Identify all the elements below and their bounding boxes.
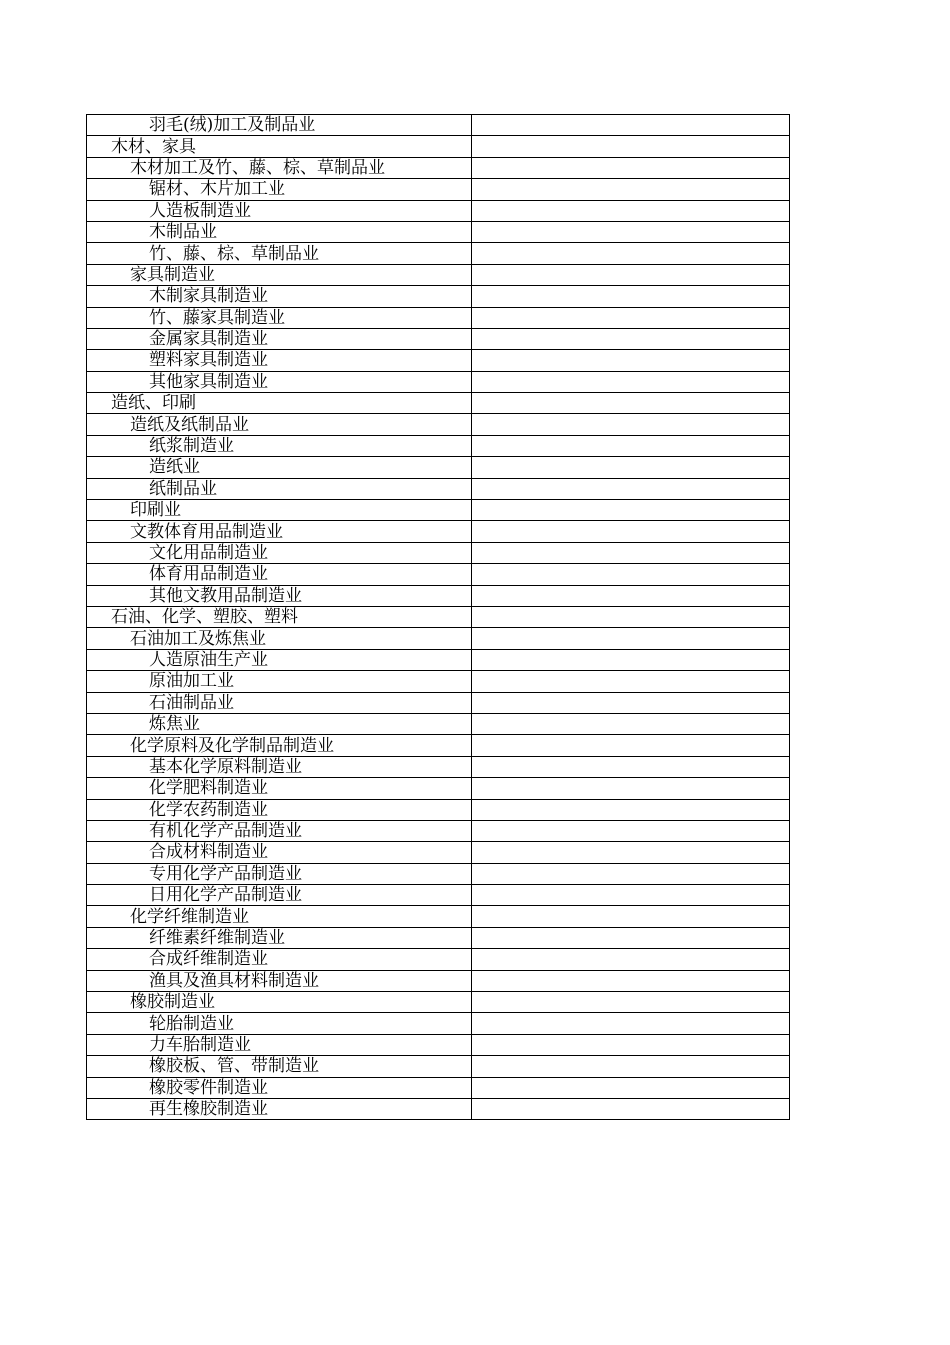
value-cell[interactable] bbox=[472, 564, 790, 585]
table-row bbox=[87, 136, 790, 157]
industry-label-cell[interactable]: 轮胎制造业 bbox=[87, 1013, 472, 1034]
industry-table-body bbox=[87, 115, 790, 1120]
table-row bbox=[87, 863, 790, 884]
value-cell[interactable] bbox=[472, 628, 790, 649]
table-row bbox=[87, 906, 790, 927]
industry-label-cell[interactable]: 基本化学原料制造业 bbox=[87, 756, 472, 777]
value-cell[interactable] bbox=[472, 756, 790, 777]
table-row bbox=[87, 457, 790, 478]
value-cell[interactable] bbox=[472, 820, 790, 841]
table-row bbox=[87, 371, 790, 392]
industry-label-cell[interactable]: 纸制品业 bbox=[87, 478, 472, 499]
value-cell[interactable] bbox=[472, 457, 790, 478]
value-cell[interactable] bbox=[472, 842, 790, 863]
table-row bbox=[87, 157, 790, 178]
table-row bbox=[87, 1077, 790, 1098]
table-row bbox=[87, 414, 790, 435]
value-cell[interactable] bbox=[472, 414, 790, 435]
value-cell[interactable] bbox=[472, 393, 790, 414]
table-row bbox=[87, 115, 790, 136]
value-cell[interactable] bbox=[472, 115, 790, 136]
industry-label-cell[interactable]: 人造原油生产业 bbox=[87, 649, 472, 670]
industry-label-cell[interactable]: 纤维素纤维制造业 bbox=[87, 927, 472, 948]
industry-label-cell[interactable]: 纸浆制造业 bbox=[87, 435, 472, 456]
industry-label-cell[interactable]: 人造板制造业 bbox=[87, 200, 472, 221]
industry-label-cell[interactable]: 塑料家具制造业 bbox=[87, 350, 472, 371]
value-cell[interactable] bbox=[472, 500, 790, 521]
value-cell[interactable] bbox=[472, 863, 790, 884]
value-cell[interactable] bbox=[472, 671, 790, 692]
table-row bbox=[87, 671, 790, 692]
value-cell[interactable] bbox=[472, 927, 790, 948]
table-row bbox=[87, 778, 790, 799]
industry-label-cell[interactable]: 锯材、木片加工业 bbox=[87, 179, 472, 200]
industry-label-cell[interactable]: 竹、藤、棕、草制品业 bbox=[87, 243, 472, 264]
value-cell[interactable] bbox=[472, 542, 790, 563]
table-row bbox=[87, 179, 790, 200]
industry-label-cell[interactable]: 石油、化学、塑胶、塑料 bbox=[87, 606, 472, 627]
value-cell[interactable] bbox=[472, 307, 790, 328]
industry-label-cell[interactable]: 合成纤维制造业 bbox=[87, 949, 472, 970]
table-row bbox=[87, 756, 790, 777]
industry-label-cell[interactable]: 文教体育用品制造业 bbox=[87, 521, 472, 542]
table-row bbox=[87, 350, 790, 371]
value-cell[interactable] bbox=[472, 713, 790, 734]
value-cell[interactable] bbox=[472, 778, 790, 799]
value-cell[interactable] bbox=[472, 606, 790, 627]
table-row bbox=[87, 649, 790, 670]
industry-label-cell[interactable]: 金属家具制造业 bbox=[87, 328, 472, 349]
table-row bbox=[87, 585, 790, 606]
table-row bbox=[87, 500, 790, 521]
value-cell[interactable] bbox=[472, 521, 790, 542]
table-row bbox=[87, 820, 790, 841]
value-cell[interactable] bbox=[472, 885, 790, 906]
value-cell[interactable] bbox=[472, 692, 790, 713]
value-cell[interactable] bbox=[472, 243, 790, 264]
table-row bbox=[87, 307, 790, 328]
industry-label-cell[interactable]: 有机化学产品制造业 bbox=[87, 820, 472, 841]
value-cell[interactable] bbox=[472, 200, 790, 221]
table-row bbox=[87, 478, 790, 499]
industry-table bbox=[86, 114, 790, 1120]
table-row bbox=[87, 628, 790, 649]
table-row bbox=[87, 200, 790, 221]
value-cell[interactable] bbox=[472, 136, 790, 157]
industry-label-cell[interactable]: 家具制造业 bbox=[87, 264, 472, 285]
industry-label-cell[interactable]: 力车胎制造业 bbox=[87, 1034, 472, 1055]
industry-label-cell[interactable]: 渔具及渔具材料制造业 bbox=[87, 970, 472, 991]
value-cell[interactable] bbox=[472, 799, 790, 820]
value-cell[interactable] bbox=[472, 735, 790, 756]
value-cell[interactable] bbox=[472, 328, 790, 349]
value-cell[interactable] bbox=[472, 949, 790, 970]
table-row bbox=[87, 328, 790, 349]
industry-label-cell[interactable]: 造纸、印刷 bbox=[87, 393, 472, 414]
industry-label-cell[interactable]: 炼焦业 bbox=[87, 713, 472, 734]
industry-label-cell[interactable]: 日用化学产品制造业 bbox=[87, 885, 472, 906]
table-row bbox=[87, 842, 790, 863]
table-row bbox=[87, 221, 790, 242]
table-row bbox=[87, 992, 790, 1013]
industry-label-cell[interactable]: 木材、家具 bbox=[87, 136, 472, 157]
value-cell[interactable] bbox=[472, 992, 790, 1013]
industry-label-cell[interactable]: 化学纤维制造业 bbox=[87, 906, 472, 927]
value-cell[interactable] bbox=[472, 264, 790, 285]
table-row bbox=[87, 521, 790, 542]
table-row bbox=[87, 243, 790, 264]
table-row bbox=[87, 885, 790, 906]
value-cell[interactable] bbox=[472, 1013, 790, 1034]
table-row bbox=[87, 435, 790, 456]
value-cell[interactable] bbox=[472, 157, 790, 178]
table-row bbox=[87, 970, 790, 991]
industry-label-cell[interactable]: 木制家具制造业 bbox=[87, 286, 472, 307]
table-row bbox=[87, 393, 790, 414]
industry-label-cell[interactable]: 木制品业 bbox=[87, 221, 472, 242]
industry-label-cell[interactable]: 体育用品制造业 bbox=[87, 564, 472, 585]
industry-label-cell[interactable]: 橡胶制造业 bbox=[87, 992, 472, 1013]
table-row bbox=[87, 949, 790, 970]
value-cell[interactable] bbox=[472, 478, 790, 499]
value-cell[interactable] bbox=[472, 371, 790, 392]
value-cell[interactable] bbox=[472, 1098, 790, 1119]
value-cell[interactable] bbox=[472, 286, 790, 307]
table-row bbox=[87, 1098, 790, 1119]
industry-label-cell[interactable]: 原油加工业 bbox=[87, 671, 472, 692]
industry-label-cell[interactable]: 羽毛(绒)加工及制品业 bbox=[87, 115, 472, 136]
industry-label-cell[interactable]: 竹、藤家具制造业 bbox=[87, 307, 472, 328]
industry-label-cell[interactable]: 其他文教用品制造业 bbox=[87, 585, 472, 606]
table-row bbox=[87, 713, 790, 734]
table-row bbox=[87, 799, 790, 820]
industry-label-cell[interactable]: 橡胶板、管、带制造业 bbox=[87, 1056, 472, 1077]
value-cell[interactable] bbox=[472, 649, 790, 670]
table-row bbox=[87, 564, 790, 585]
industry-label-cell[interactable]: 其他家具制造业 bbox=[87, 371, 472, 392]
table-row bbox=[87, 286, 790, 307]
value-cell[interactable] bbox=[472, 585, 790, 606]
industry-label-cell[interactable]: 橡胶零件制造业 bbox=[87, 1077, 472, 1098]
table-row bbox=[87, 606, 790, 627]
table-row bbox=[87, 692, 790, 713]
value-cell[interactable] bbox=[472, 970, 790, 991]
industry-label-cell[interactable]: 合成材料制造业 bbox=[87, 842, 472, 863]
value-cell[interactable] bbox=[472, 221, 790, 242]
table-row bbox=[87, 927, 790, 948]
industry-label-cell[interactable]: 化学原料及化学制品制造业 bbox=[87, 735, 472, 756]
industry-label-cell[interactable]: 石油制品业 bbox=[87, 692, 472, 713]
industry-label-cell[interactable]: 印刷业 bbox=[87, 500, 472, 521]
table-row bbox=[87, 1013, 790, 1034]
industry-label-cell[interactable]: 化学肥料制造业 bbox=[87, 778, 472, 799]
value-cell[interactable] bbox=[472, 350, 790, 371]
table-row bbox=[87, 735, 790, 756]
industry-label-cell[interactable]: 造纸业 bbox=[87, 457, 472, 478]
industry-label-cell[interactable]: 专用化学产品制造业 bbox=[87, 863, 472, 884]
industry-label-cell[interactable]: 木材加工及竹、藤、棕、草制品业 bbox=[87, 157, 472, 178]
industry-label-cell[interactable]: 化学农药制造业 bbox=[87, 799, 472, 820]
value-cell[interactable] bbox=[472, 1056, 790, 1077]
table-row bbox=[87, 1056, 790, 1077]
value-cell[interactable] bbox=[472, 1077, 790, 1098]
industry-label-cell[interactable]: 文化用品制造业 bbox=[87, 542, 472, 563]
industry-label-cell[interactable]: 再生橡胶制造业 bbox=[87, 1098, 472, 1119]
industry-label-cell[interactable]: 石油加工及炼焦业 bbox=[87, 628, 472, 649]
table-row bbox=[87, 264, 790, 285]
value-cell[interactable] bbox=[472, 906, 790, 927]
table-row bbox=[87, 542, 790, 563]
table-row bbox=[87, 1034, 790, 1055]
value-cell[interactable] bbox=[472, 1034, 790, 1055]
value-cell[interactable] bbox=[472, 435, 790, 456]
value-cell[interactable] bbox=[472, 179, 790, 200]
industry-label-cell[interactable]: 造纸及纸制品业 bbox=[87, 414, 472, 435]
